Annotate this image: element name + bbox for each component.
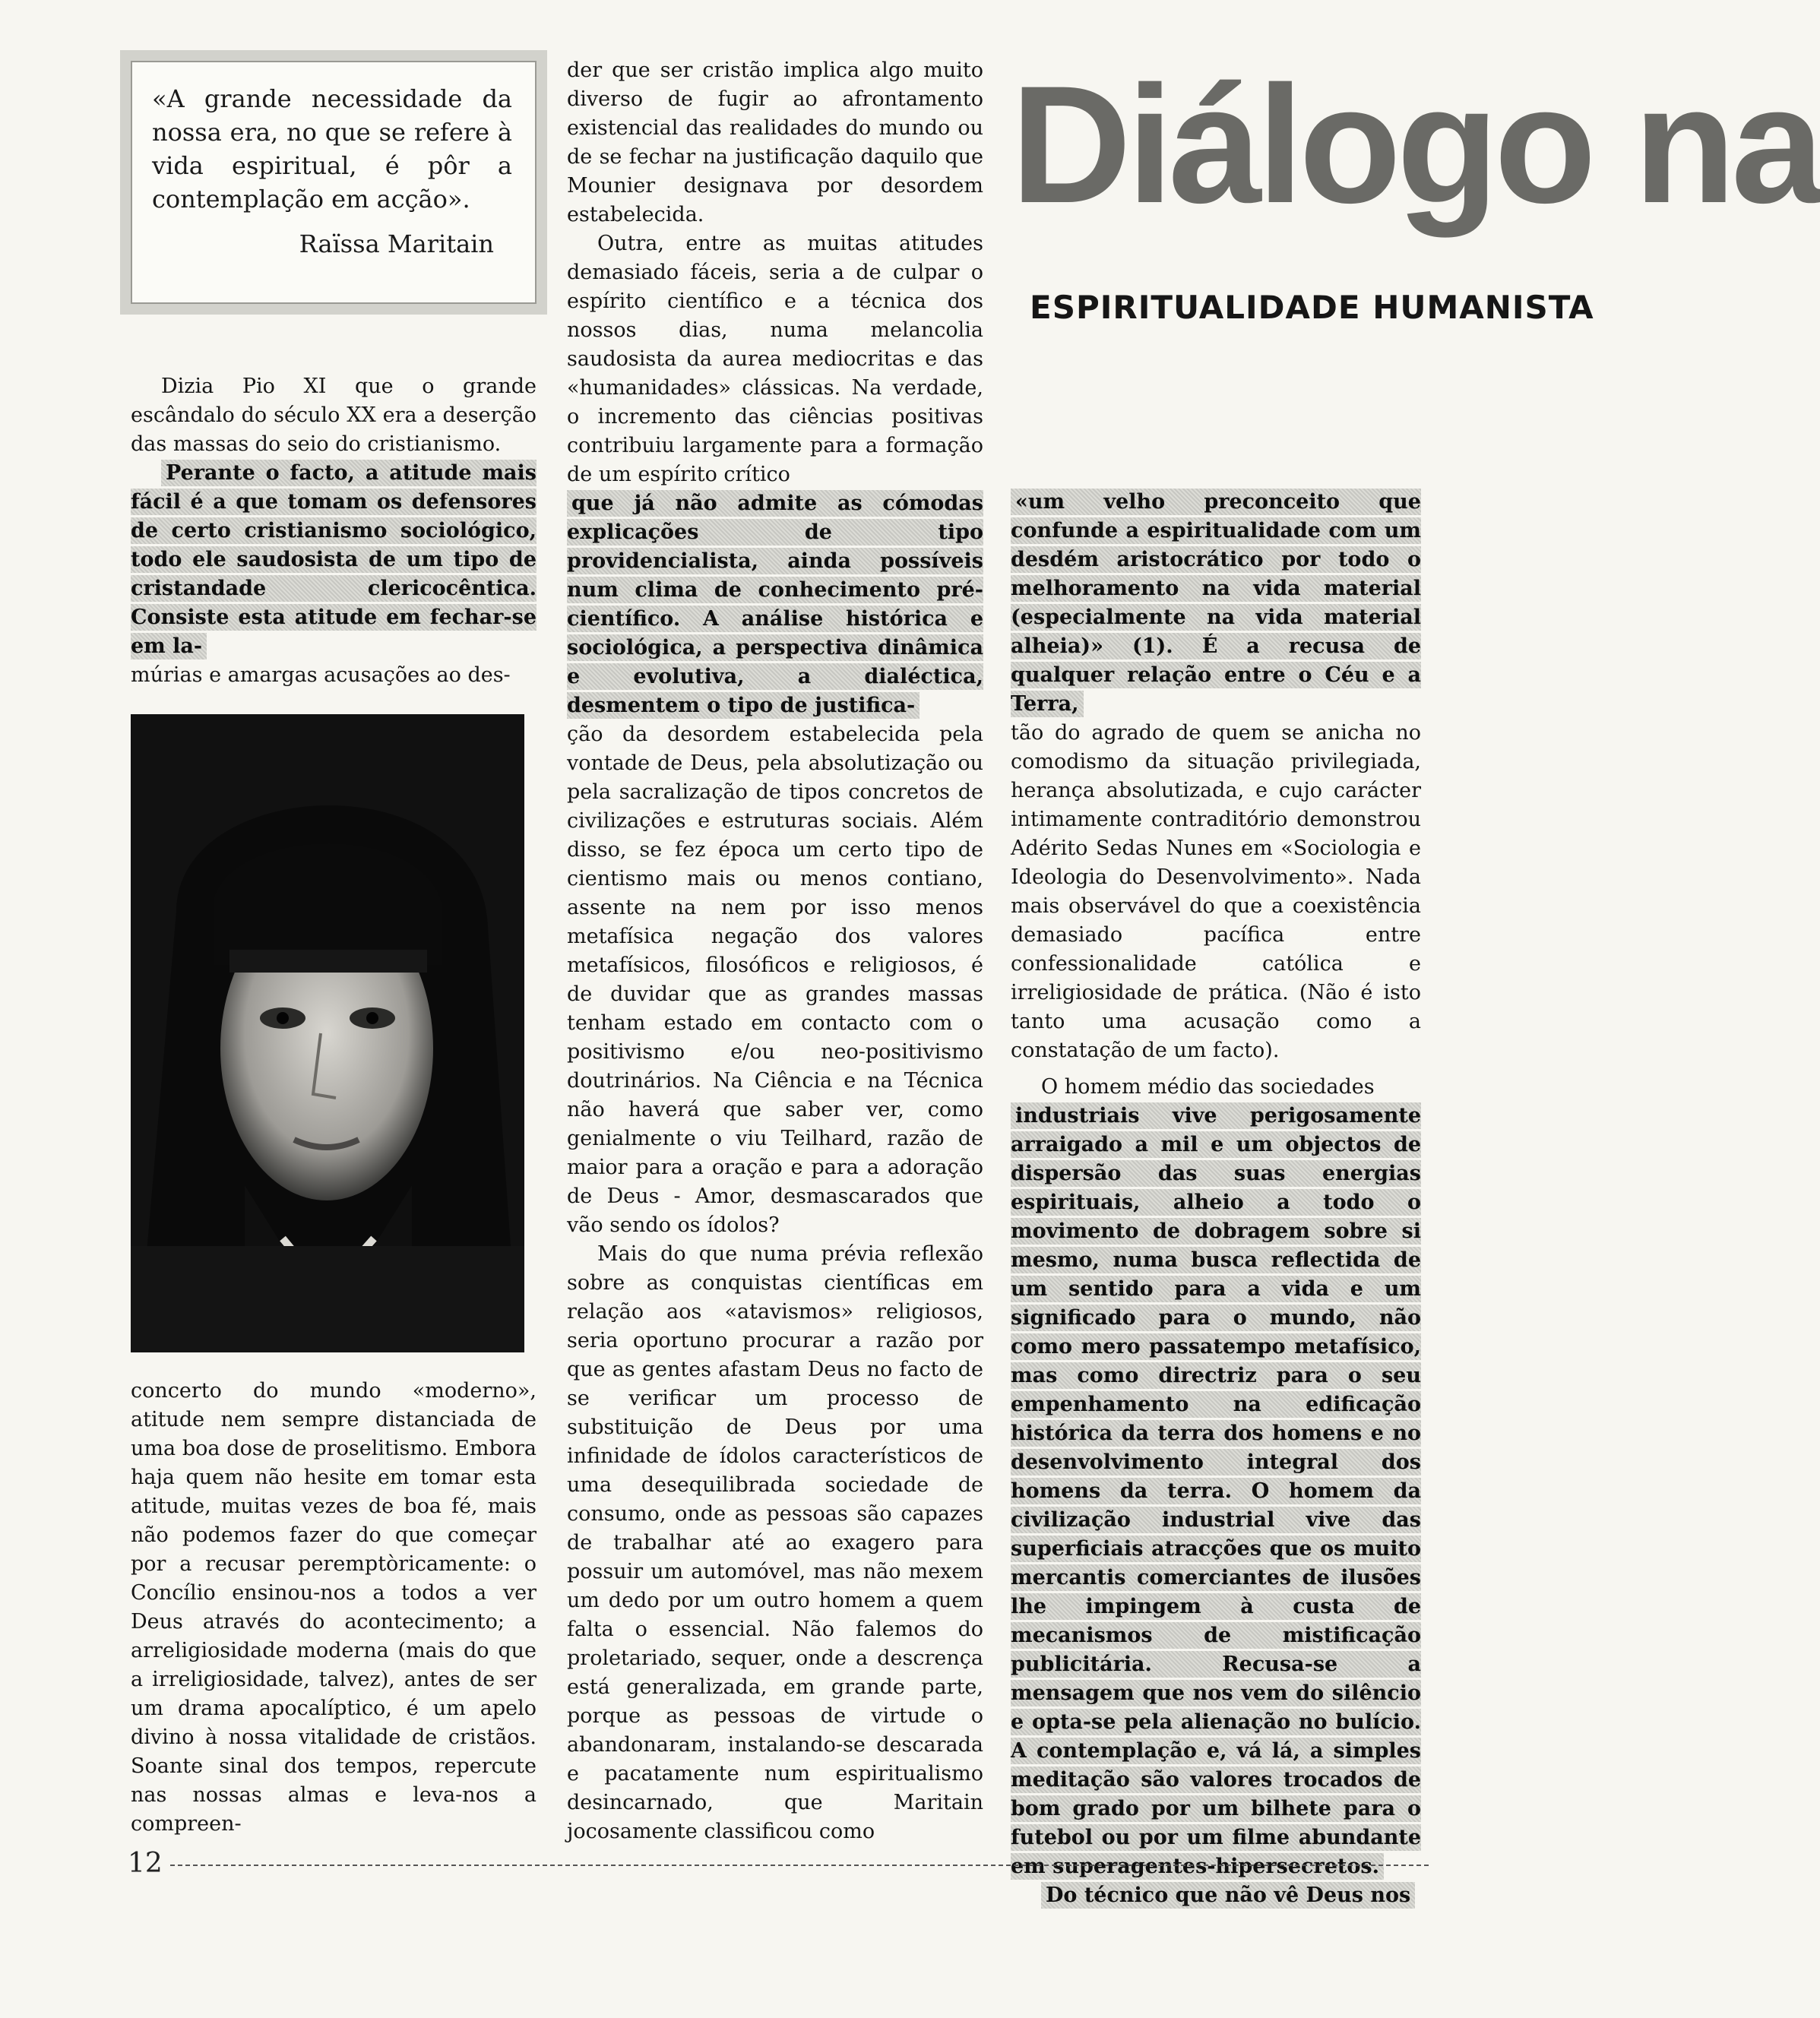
portrait-image [131, 714, 524, 1352]
highlighted-passage: Perante o facto, a atitude mais fácil é a que tomam os defensores de certo cristianismo sociológico, todo ele saudosista de um tipo de cristandade clericocêntica. Consiste esta atitude em fechar-se em la- [131, 461, 537, 658]
paragraph: Mais do que numa prévia reflexão sobre as conquistas científicas em relação aos «atavismos» religiosos, seria oportuno procurar a razão por que as gentes afastam Deus no facto de se verificar um processo de substituição de Deus por uma infinidade de ídolos característicos de uma desequilibrada sociedade de consumo, onde as pessoas são capazes de trabalhar até ao exagero para possuir um automóvel, mas não mexem um dedo por um outro homem a quem falta o essencial. Não falemos do proletariado, sequer, onde a descrença está generalizada, em grande parte, porque as pessoas de virtude o abandonaram, instalando-se descarada e pacatamente num espiritualismo desincarnado, que Maritain jocosamente classificou como [567, 1242, 983, 1843]
paragraph: ção da desordem estabelecida pela vontade de Deus, pela absolutização ou pela sacralização de tipos concretos de civilizações e estruturas sociais. Além disso, se fez época um certo tipo de cientismo mais ou menos contiano, assente na nem por isso menos metafísica negação dos valores metafísicos, filosóficos e religiosos, é de duvidar que as grandes massas tenham estado em contacto com o positivismo e/ou neo-positivismo doutrinários. Na Ciência e na Técnica não haverá que saber ver, como genialmente o viu Teilhard, razão de maior para a oração e para a adoração de Deus - Amor, desmascarados que vão sendo os ídolos? [567, 723, 983, 1237]
highlighted-passage: industriais vive perigosamente arraigado a mil e um objectos de dispersão das suas energias espirituais, alheio a todo o movimento de dobragem sobre si mesmo, numa busca reflectida de um sentido para a vida e um significado para o mundo, não como mero passatempo metafísico, mas como directriz para o seu empenhamento na edificação histórica da terra dos homens e no desenvolvimento integral dos homens da terra. O homem da civilização industrial vive das superficiais atracções que os muito mercantis comerciantes de ilusões lhe impingem à custa de mecanismos de mistificação publicitária. Recusa-se a mensagem que nos vem do silêncio e opta-se pela alienação no bulício. A contemplação e, vá lá, a simples meditação são valores trocados de bom grado por um bilhete para o futebol ou por um filme abundante em superagentes-hipersecretos. [1011, 1104, 1421, 1878]
article-title: Diálogo na [1011, 51, 1820, 238]
paragraph: Dizia Pio XI que o grande escândalo do século XX era a deserção das massas do seio do cristianismo. [131, 375, 537, 456]
paragraph: O homem médio das sociedades [1041, 1075, 1375, 1099]
highlighted-passage: que já não admite as cómodas explicações de tipo providencialista, ainda possíveis num clima de conhecimento pré-científico. A análise histórica e sociológica, a perspectiva dinâmica e evolutiva, a dialéctica, desmentem o tipo de justifica- [567, 492, 983, 717]
epigraph-author: Raïssa Maritain [299, 229, 494, 258]
epigraph-text: «A grande necessidade da nossa era, no que se refere à vida espiritual, é pôr a contemplação em acção». [152, 84, 512, 214]
paragraph: múrias e amargas acusações ao des- [131, 663, 511, 687]
paragraph: der que ser cristão implica algo muito diverso de fugir ao afrontamento existencial das realidades do mundo ou de se fechar na justificação daquilo que Mounier designava por desordem estabelecida. [567, 59, 983, 226]
column-1-bottom [131, 1377, 537, 1839]
highlighted-passage: «um velho preconceito que confunde a espiritualidade com um desdém aristocrático por todo o melhoramento na vida material (especialmente na vida material alheia)» (1). É a recusa de qualquer relação entre o Céu e a Terra, [1011, 490, 1421, 716]
footer-rule [170, 1865, 1429, 1866]
portrait-photo [131, 714, 524, 1352]
paragraph: Outra, entre as muitas atitudes demasiado fáceis, seria a de culpar o espírito científico e a técnica dos nossos dias, numa melancolia saudosista da aurea mediocritas e das «humanidades» clássicas. Na verdade, o incremento das ciências positivas contribuiu largamente para a formação de um espírito crítico [567, 232, 983, 486]
column-3 [1011, 488, 1421, 1910]
column-2 [567, 56, 983, 1846]
highlighted-passage: Do técnico que não vê Deus nos [1041, 1882, 1415, 1909]
paragraph: concerto do mundo «moderno», atitude nem sempre distanciada de uma boa dose de proselitismo. Embora haja quem não hesite em tomar esta atitude, muitas vezes de boa fé, mais não podemos fazer do que começar por a recusar peremptòricamente: o Concílio ensinou-nos a todos a ver Deus através do acontecimento; a arreligiosidade moderna (mais do que a irreligiosidade, talvez), antes de ser um drama apocalíptico, é um apelo divino à nossa vitalidade de cristãos. Soante sinal dos tempos, repercute nas nossas almas e leva-nos a compreen- [131, 1379, 537, 1836]
column-1-top [131, 372, 537, 690]
article-subtitle: ESPIRITUALIDADE HUMANISTA [1030, 289, 1594, 326]
epigraph-box [131, 61, 537, 304]
paragraph: tão do agrado de quem se anicha no comodismo da situação privilegiada, herança absolutizada, e cujo carácter intimamente contraditório demonstrou Adérito Sedas Nunes em «Sociologia e Ideologia do Desenvolvimento». Nada mais observável do que a coexistência demasiado pacífica entre confessionalidade católica e irreligiosidade de prática. (Não é isto tanto uma acusação como a constatação de um facto). [1011, 721, 1421, 1062]
page-number: 12 [128, 1848, 163, 1879]
